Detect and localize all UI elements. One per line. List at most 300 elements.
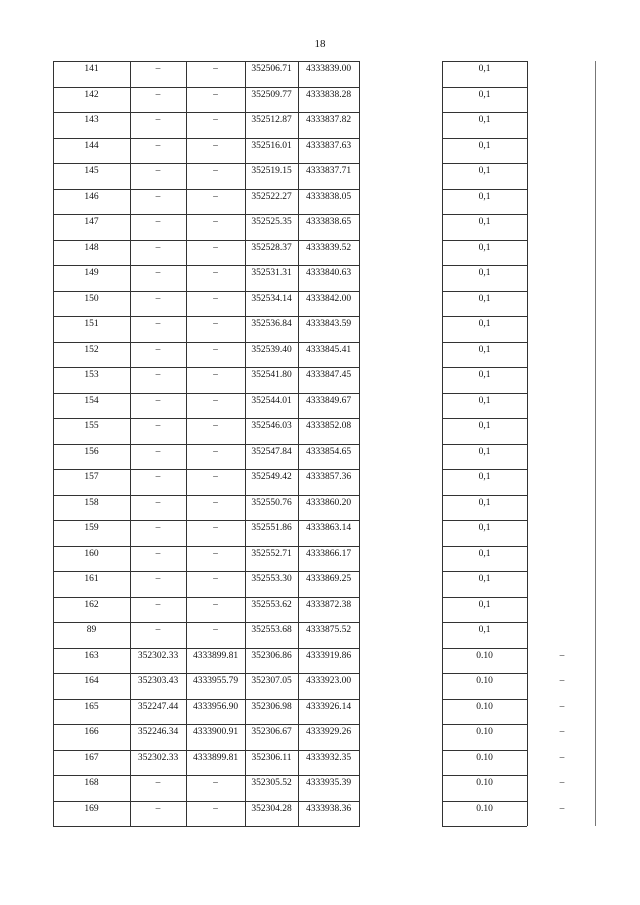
point-number-cell: 145 [84, 166, 99, 176]
point-number-cell: 144 [84, 140, 99, 151]
old-x-cell: – [155, 574, 161, 584]
table-row-divider [442, 342, 527, 343]
new-x-cell: 352553.62 [251, 599, 292, 610]
table-row [53, 367, 597, 392]
table-row-divider [53, 291, 360, 292]
old-x-cell: – [155, 446, 161, 457]
point-number-cell: 151 [84, 319, 99, 329]
extra-cell [527, 520, 597, 545]
accuracy-cell: 0.10 [476, 803, 493, 814]
accuracy-cell: 0,1 [478, 344, 491, 355]
point-number-cell: 155 [84, 421, 99, 431]
extra-cell [527, 291, 597, 316]
extra-cell [527, 444, 597, 469]
table-row-divider [442, 214, 527, 215]
extra-cell [527, 214, 597, 239]
table-right-edge [595, 61, 596, 826]
new-x-cell: 352553.30 [251, 574, 292, 584]
table-row-divider [442, 367, 527, 368]
table-row [53, 699, 597, 724]
old-x-cell: – [155, 89, 161, 100]
new-y-cell: 4333938.36 [305, 803, 352, 814]
old-x-cell: – [155, 293, 161, 304]
point-number-cell: 148 [84, 242, 99, 253]
new-y-cell: 4333860.20 [305, 497, 352, 508]
new-y-cell: 4333838.05 [305, 191, 352, 202]
table-row [53, 546, 597, 571]
point-number-cell: 143 [84, 115, 99, 125]
old-y-cell: – [213, 268, 218, 278]
new-x-cell: 352550.76 [251, 497, 292, 508]
new-x-cell: 352552.71 [251, 548, 292, 559]
new-x-cell: 352509.77 [251, 89, 292, 100]
table-row-divider [442, 316, 527, 317]
point-number-cell: 163 [84, 650, 99, 661]
new-y-cell: 4333837.71 [305, 166, 352, 176]
accuracy-cell: 0,1 [478, 497, 491, 508]
new-y-cell: 4333837.63 [305, 140, 352, 151]
old-x-cell: – [155, 625, 161, 635]
table-row [53, 342, 597, 367]
old-y-cell: – [213, 625, 218, 635]
old-y-cell: 4333899.81 [192, 752, 239, 763]
new-x-cell: 352306.86 [251, 650, 292, 661]
accuracy-cell: 0,1 [478, 625, 491, 635]
point-number-cell: 146 [84, 191, 99, 202]
extra-cell [527, 622, 597, 647]
table-row [53, 265, 597, 290]
extra-cell [527, 138, 597, 163]
point-number-cell: 157 [84, 472, 99, 482]
table-row-divider [53, 87, 360, 88]
accuracy-cell: 0.10 [476, 650, 493, 661]
new-y-cell: 4333839.52 [305, 242, 352, 253]
new-x-cell: 352516.01 [251, 140, 292, 151]
new-y-cell: 4333838.28 [305, 89, 352, 100]
table-row-divider [53, 724, 360, 725]
new-y-cell: 4333849.67 [305, 395, 352, 406]
table-row-divider [442, 546, 527, 547]
extra-cell [527, 571, 597, 596]
point-number-cell: 89 [86, 625, 97, 635]
new-y-cell: 4333837.82 [305, 115, 352, 125]
point-number-cell: 164 [84, 676, 99, 686]
accuracy-cell: 0.10 [476, 701, 493, 712]
extra-cell [527, 342, 597, 367]
point-number-cell: 159 [84, 523, 99, 533]
old-x-cell: – [155, 472, 161, 482]
new-x-cell: 352553.68 [251, 625, 292, 635]
old-y-cell: 4333900.91 [192, 727, 239, 737]
new-x-cell: 352522.27 [251, 191, 292, 202]
table-row-divider [53, 648, 360, 649]
accuracy-cell: 0,1 [478, 548, 491, 559]
old-x-cell: – [155, 268, 161, 278]
old-x-cell: – [155, 319, 161, 329]
table-row-divider [53, 61, 360, 62]
accuracy-cell: 0,1 [478, 268, 491, 278]
accuracy-cell: 0,1 [478, 523, 491, 533]
new-x-cell: 352546.03 [251, 421, 292, 431]
extra-cell [527, 418, 597, 443]
table-row [53, 750, 597, 775]
table-row [53, 469, 597, 494]
old-x-cell: 352246.34 [137, 727, 179, 737]
new-x-cell: 352305.52 [251, 778, 292, 788]
accuracy-cell: 0.10 [476, 752, 493, 763]
table-row [53, 520, 597, 545]
point-number-cell: 141 [84, 64, 99, 74]
old-y-cell: – [213, 421, 218, 431]
table-column-divider [527, 61, 528, 826]
old-x-cell: 352302.33 [137, 650, 179, 661]
table-row [53, 597, 597, 622]
table-row-divider [53, 138, 360, 139]
new-x-cell: 352531.31 [251, 268, 292, 278]
old-y-cell: – [213, 293, 218, 304]
extra-cell [527, 495, 597, 520]
table-row-divider [53, 444, 360, 445]
table-row-divider [442, 673, 527, 674]
table-row-divider [442, 112, 527, 113]
new-y-cell: 4333863.14 [305, 523, 352, 533]
table-row [53, 724, 597, 749]
table-row [53, 240, 597, 265]
extra-cell [527, 87, 597, 112]
new-y-cell: 4333869.25 [305, 574, 352, 584]
new-y-cell: 4333929.26 [305, 727, 352, 737]
new-y-cell: 4333923.00 [305, 676, 352, 686]
table-row-divider [53, 163, 360, 164]
new-x-cell: 352541.80 [251, 370, 292, 380]
new-y-cell: 4333839.00 [305, 64, 352, 74]
new-y-cell: 4333866.17 [305, 548, 352, 559]
old-x-cell: 352303.43 [137, 676, 179, 686]
table-row-divider [442, 826, 527, 827]
point-number-cell: 149 [84, 268, 99, 278]
new-x-cell: 352306.11 [251, 752, 292, 763]
new-x-cell: 352534.14 [251, 293, 292, 304]
table-row-divider [53, 495, 360, 496]
table-row-divider [53, 571, 360, 572]
old-y-cell: – [213, 446, 218, 457]
old-y-cell: – [213, 599, 218, 610]
table-row [53, 775, 597, 800]
extra-cell: – [559, 727, 565, 737]
accuracy-cell: 0.10 [476, 778, 493, 788]
accuracy-cell: 0.10 [476, 676, 493, 686]
point-number-cell: 165 [84, 701, 99, 712]
extra-cell: – [559, 701, 565, 712]
old-x-cell: – [155, 523, 161, 533]
accuracy-cell: 0,1 [478, 421, 491, 431]
old-y-cell: – [213, 319, 218, 329]
old-x-cell: – [155, 217, 161, 227]
old-y-cell: – [213, 191, 218, 202]
new-y-cell: 4333875.52 [305, 625, 352, 635]
table-row-divider [53, 112, 360, 113]
new-y-cell: 4333838.65 [305, 217, 352, 227]
old-y-cell: – [213, 64, 218, 74]
extra-cell: – [559, 650, 565, 661]
point-number-cell: 153 [84, 370, 99, 380]
new-y-cell: 4333843.59 [305, 319, 352, 329]
table-row-divider [53, 699, 360, 700]
table-row [53, 622, 597, 647]
old-y-cell: – [213, 472, 218, 482]
new-y-cell: 4333842.00 [305, 293, 352, 304]
new-y-cell: 4333840.63 [305, 268, 352, 278]
table-row-divider [53, 469, 360, 470]
table-row-divider [442, 801, 527, 802]
extra-cell [527, 189, 597, 214]
table-row [53, 444, 597, 469]
point-number-cell: 156 [84, 446, 99, 457]
extra-cell [527, 240, 597, 265]
accuracy-cell: 0,1 [478, 64, 491, 74]
new-x-cell: 352544.01 [251, 395, 292, 406]
extra-cell [527, 393, 597, 418]
table-row-divider [442, 189, 527, 190]
new-x-cell: 352549.42 [251, 472, 292, 482]
table-row-divider [442, 597, 527, 598]
old-x-cell: – [155, 344, 161, 355]
old-x-cell: – [155, 778, 161, 788]
old-y-cell: – [213, 140, 218, 151]
table-row [53, 801, 597, 826]
page-number: 18 [314, 38, 326, 50]
table-row-divider [53, 546, 360, 547]
old-x-cell: – [155, 64, 161, 74]
extra-cell [527, 316, 597, 341]
accuracy-cell: 0,1 [478, 370, 491, 380]
point-number-cell: 166 [84, 727, 99, 737]
new-y-cell: 4333926.14 [305, 701, 352, 712]
table-row [53, 418, 597, 443]
table-row-divider [53, 189, 360, 190]
old-x-cell: – [155, 421, 161, 431]
table-row-divider [442, 699, 527, 700]
extra-cell [527, 546, 597, 571]
old-y-cell: 4333955.79 [192, 676, 239, 686]
new-x-cell: 352551.86 [251, 523, 292, 533]
table-row-divider [442, 648, 527, 649]
accuracy-cell: 0,1 [478, 140, 491, 151]
extra-cell: – [559, 752, 565, 763]
table-row-divider [53, 775, 360, 776]
old-y-cell: – [213, 166, 218, 176]
point-number-cell: 161 [84, 574, 99, 584]
new-x-cell: 352307.05 [251, 676, 292, 686]
old-y-cell: – [213, 548, 218, 559]
old-x-cell: – [155, 191, 161, 202]
table-row [53, 648, 597, 673]
new-x-cell: 352306.67 [251, 727, 292, 737]
accuracy-cell: 0,1 [478, 599, 491, 610]
point-number-cell: 167 [84, 752, 99, 763]
table-row-divider [53, 520, 360, 521]
old-x-cell: 352247.44 [137, 701, 179, 712]
accuracy-cell: 0,1 [478, 574, 491, 584]
old-x-cell: – [155, 497, 161, 508]
extra-cell: – [559, 676, 565, 686]
point-number-cell: 147 [84, 217, 99, 227]
old-y-cell: 4333899.81 [192, 650, 239, 661]
point-number-cell: 160 [84, 548, 99, 559]
new-y-cell: 4333845.41 [305, 344, 352, 355]
accuracy-cell: 0,1 [478, 115, 491, 125]
old-y-cell: – [213, 370, 218, 380]
old-y-cell: – [213, 395, 218, 406]
table-row [53, 214, 597, 239]
old-x-cell: – [155, 548, 161, 559]
table-row-divider [442, 775, 527, 776]
table-row [53, 495, 597, 520]
table-row [53, 571, 597, 596]
extra-cell [527, 112, 597, 137]
table-row [53, 112, 597, 137]
accuracy-cell: 0,1 [478, 319, 491, 329]
table-row-divider [442, 444, 527, 445]
new-x-cell: 352539.40 [251, 344, 292, 355]
new-x-cell: 352519.15 [251, 166, 292, 176]
old-x-cell: – [155, 166, 161, 176]
new-x-cell: 352306.98 [251, 701, 292, 712]
accuracy-cell: 0,1 [478, 166, 491, 176]
table-row-divider [53, 316, 360, 317]
table-row [53, 189, 597, 214]
table-row [53, 393, 597, 418]
table-row-divider [53, 826, 360, 827]
table-row-divider [442, 469, 527, 470]
old-x-cell: – [155, 370, 161, 380]
old-y-cell: – [213, 344, 218, 355]
accuracy-cell: 0,1 [478, 191, 491, 202]
new-x-cell: 352536.84 [251, 319, 292, 329]
accuracy-cell: 0,1 [478, 89, 491, 100]
new-y-cell: 4333847.45 [305, 370, 352, 380]
table-row [53, 87, 597, 112]
old-y-cell: – [213, 89, 218, 100]
new-y-cell: 4333935.39 [305, 778, 352, 788]
old-y-cell: – [213, 497, 218, 508]
table-row-divider [53, 367, 360, 368]
extra-cell [527, 367, 597, 392]
point-number-cell: 154 [84, 395, 99, 406]
extra-cell [527, 163, 597, 188]
table-row [53, 291, 597, 316]
accuracy-cell: 0,1 [478, 446, 491, 457]
table-row-divider [53, 673, 360, 674]
accuracy-cell: 0,1 [478, 472, 491, 482]
old-x-cell: – [155, 140, 161, 151]
table-row-divider [442, 163, 527, 164]
extra-cell: – [559, 803, 565, 814]
table-row-divider [53, 265, 360, 266]
table-row-divider [53, 622, 360, 623]
point-number-cell: 150 [84, 293, 99, 304]
old-x-cell: – [155, 242, 161, 253]
point-number-cell: 162 [84, 599, 99, 610]
old-x-cell: – [155, 395, 161, 406]
point-number-cell: 168 [84, 778, 99, 788]
extra-cell [527, 265, 597, 290]
old-y-cell: – [213, 217, 218, 227]
new-y-cell: 4333932.35 [305, 752, 352, 763]
table-row-divider [442, 724, 527, 725]
table-row-divider [442, 240, 527, 241]
table-row-divider [442, 750, 527, 751]
table-row-divider [442, 138, 527, 139]
table-row-divider [442, 291, 527, 292]
old-x-cell: 352302.33 [137, 752, 179, 763]
table-row [53, 673, 597, 698]
extra-cell: – [559, 778, 565, 788]
old-x-cell: – [155, 599, 161, 610]
point-number-cell: 158 [84, 497, 99, 508]
new-x-cell: 352512.87 [251, 115, 292, 125]
old-y-cell: – [213, 778, 218, 788]
table-row [53, 163, 597, 188]
table-row-divider [53, 801, 360, 802]
table-row-divider [442, 495, 527, 496]
new-y-cell: 4333872.38 [305, 599, 352, 610]
old-y-cell: – [213, 242, 218, 253]
table-row-divider [442, 87, 527, 88]
accuracy-cell: 0.10 [476, 727, 493, 737]
table-row-divider [53, 750, 360, 751]
new-x-cell: 352525.35 [251, 217, 292, 227]
accuracy-cell: 0,1 [478, 217, 491, 227]
accuracy-cell: 0,1 [478, 242, 491, 253]
table-row [53, 138, 597, 163]
table-row-divider [442, 393, 527, 394]
old-y-cell: – [213, 574, 218, 584]
table-row-divider [53, 597, 360, 598]
old-y-cell: – [213, 803, 218, 814]
table-row-divider [53, 418, 360, 419]
new-y-cell: 4333857.36 [305, 472, 352, 482]
point-number-cell: 152 [84, 344, 99, 355]
table-row-divider [442, 571, 527, 572]
new-x-cell: 352506.71 [251, 64, 292, 74]
table-row-divider [53, 240, 360, 241]
old-y-cell: – [213, 115, 218, 125]
table-row-divider [442, 418, 527, 419]
extra-cell [527, 469, 597, 494]
extra-cell [527, 597, 597, 622]
old-x-cell: – [155, 803, 161, 814]
table-row-divider [442, 61, 527, 62]
new-x-cell: 352304.28 [251, 803, 292, 814]
new-x-cell: 352528.37 [251, 242, 292, 253]
table-row-divider [442, 520, 527, 521]
table-row [53, 316, 597, 341]
point-number-cell: 169 [84, 803, 99, 814]
old-y-cell: – [213, 523, 218, 533]
new-y-cell: 4333852.08 [305, 421, 352, 431]
table-row-divider [53, 393, 360, 394]
table-row-divider [53, 342, 360, 343]
new-x-cell: 352547.84 [251, 446, 292, 457]
new-y-cell: 4333919.86 [305, 650, 352, 661]
table-row-divider [442, 622, 527, 623]
old-y-cell: 4333956.90 [192, 701, 239, 712]
table-row [53, 61, 597, 86]
accuracy-cell: 0,1 [478, 395, 491, 406]
new-y-cell: 4333854.65 [305, 446, 352, 457]
point-number-cell: 142 [84, 89, 99, 100]
